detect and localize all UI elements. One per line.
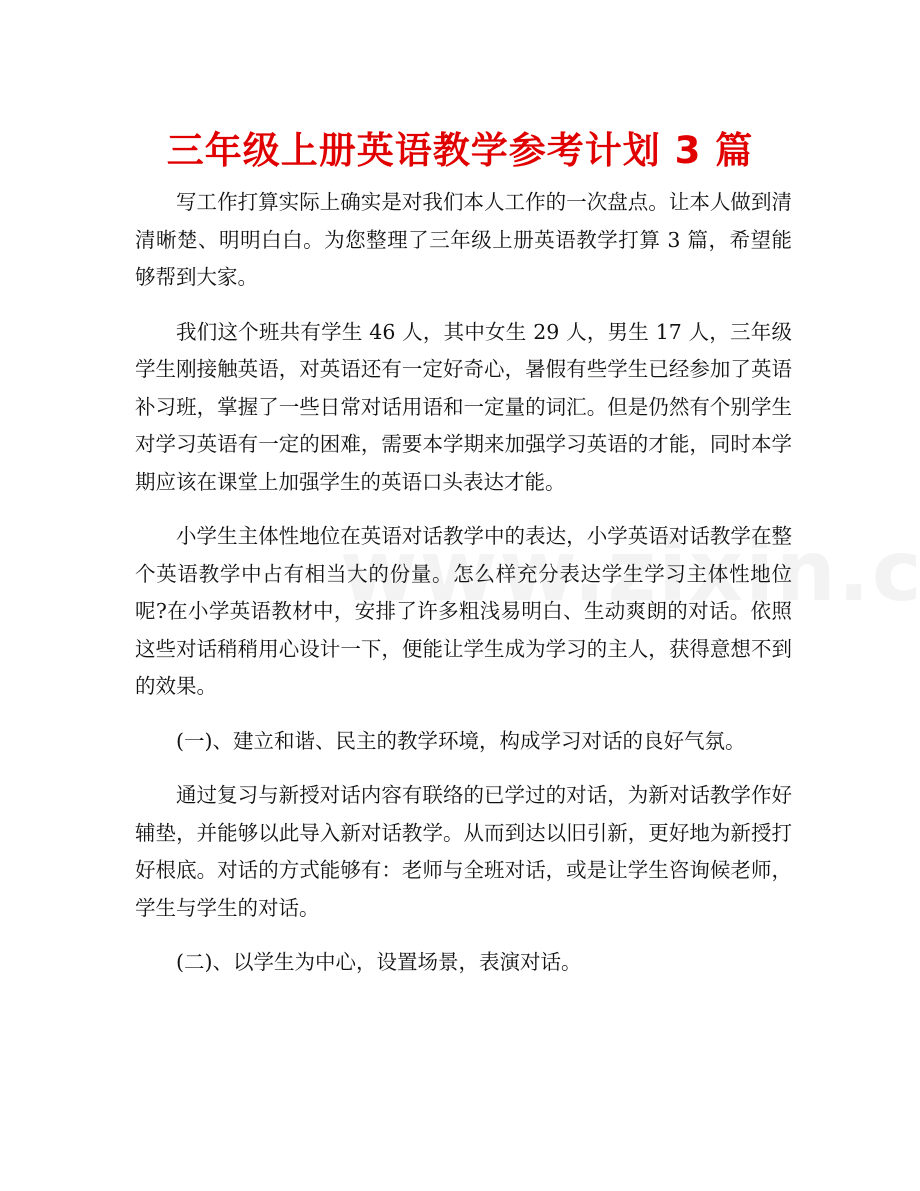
document-title: 三年级上册英语教学参考计划 3 篇 bbox=[166, 129, 754, 172]
paragraph-heading-one: (一)、建立和谐、民主的教学环境，构成学习对话的良好气氛。 bbox=[176, 728, 746, 753]
paragraph-intro: 写工作打算实际上确实是对我们本人工作的一次盘点。让本人做到清清晰楚、明明白白。为您整理了三年级上册英语教学打算 3 篇，希望能够帮到大家。 bbox=[135, 190, 792, 289]
paragraph-dialogue-teaching: 小学生主体性地位在英语对话教学中的表达，小学英语对话教学在整个英语教学中占有相当大的份量。怎么样充分表达学生学习主体性地位呢?在小学英语教材中，安排了许多粗浅易明白、生动爽朗的对话。依照这些对话稍稍用心设计一下，便能让学生成为学习的主人，获得意想不到的效果。 bbox=[135, 524, 792, 698]
paragraph-class-situation: 我们这个班共有学生 46 人，其中女生 29 人，男生 17 人，三年级学生刚接触英语，对英语还有一定好奇心，暑假有些学生已经参加了英语补习班，掌握了一些日常对话用语和一定量的词汇。但是仍然有个别学生对学习英语有一定的困难，需要本学期来加强学习英语的才能，同时本学期应该在课堂上加强学生的英语口头表达才能。 bbox=[135, 319, 792, 494]
paragraph-review-dialogue: 通过复习与新授对话内容有联络的已学过的对话，为新对话教学作好辅垫，并能够以此导入新对话教学。从而到达以旧引新，更好地为新授打好根底。对话的方式能够有：老师与全班对话，或是让学生咨询候老师，学生与学生的对话。 bbox=[135, 783, 792, 920]
document-body bbox=[135, 184, 792, 999]
paragraph-heading-two: (二)、以学生为中心，设置场景，表演对话。 bbox=[176, 950, 582, 974]
